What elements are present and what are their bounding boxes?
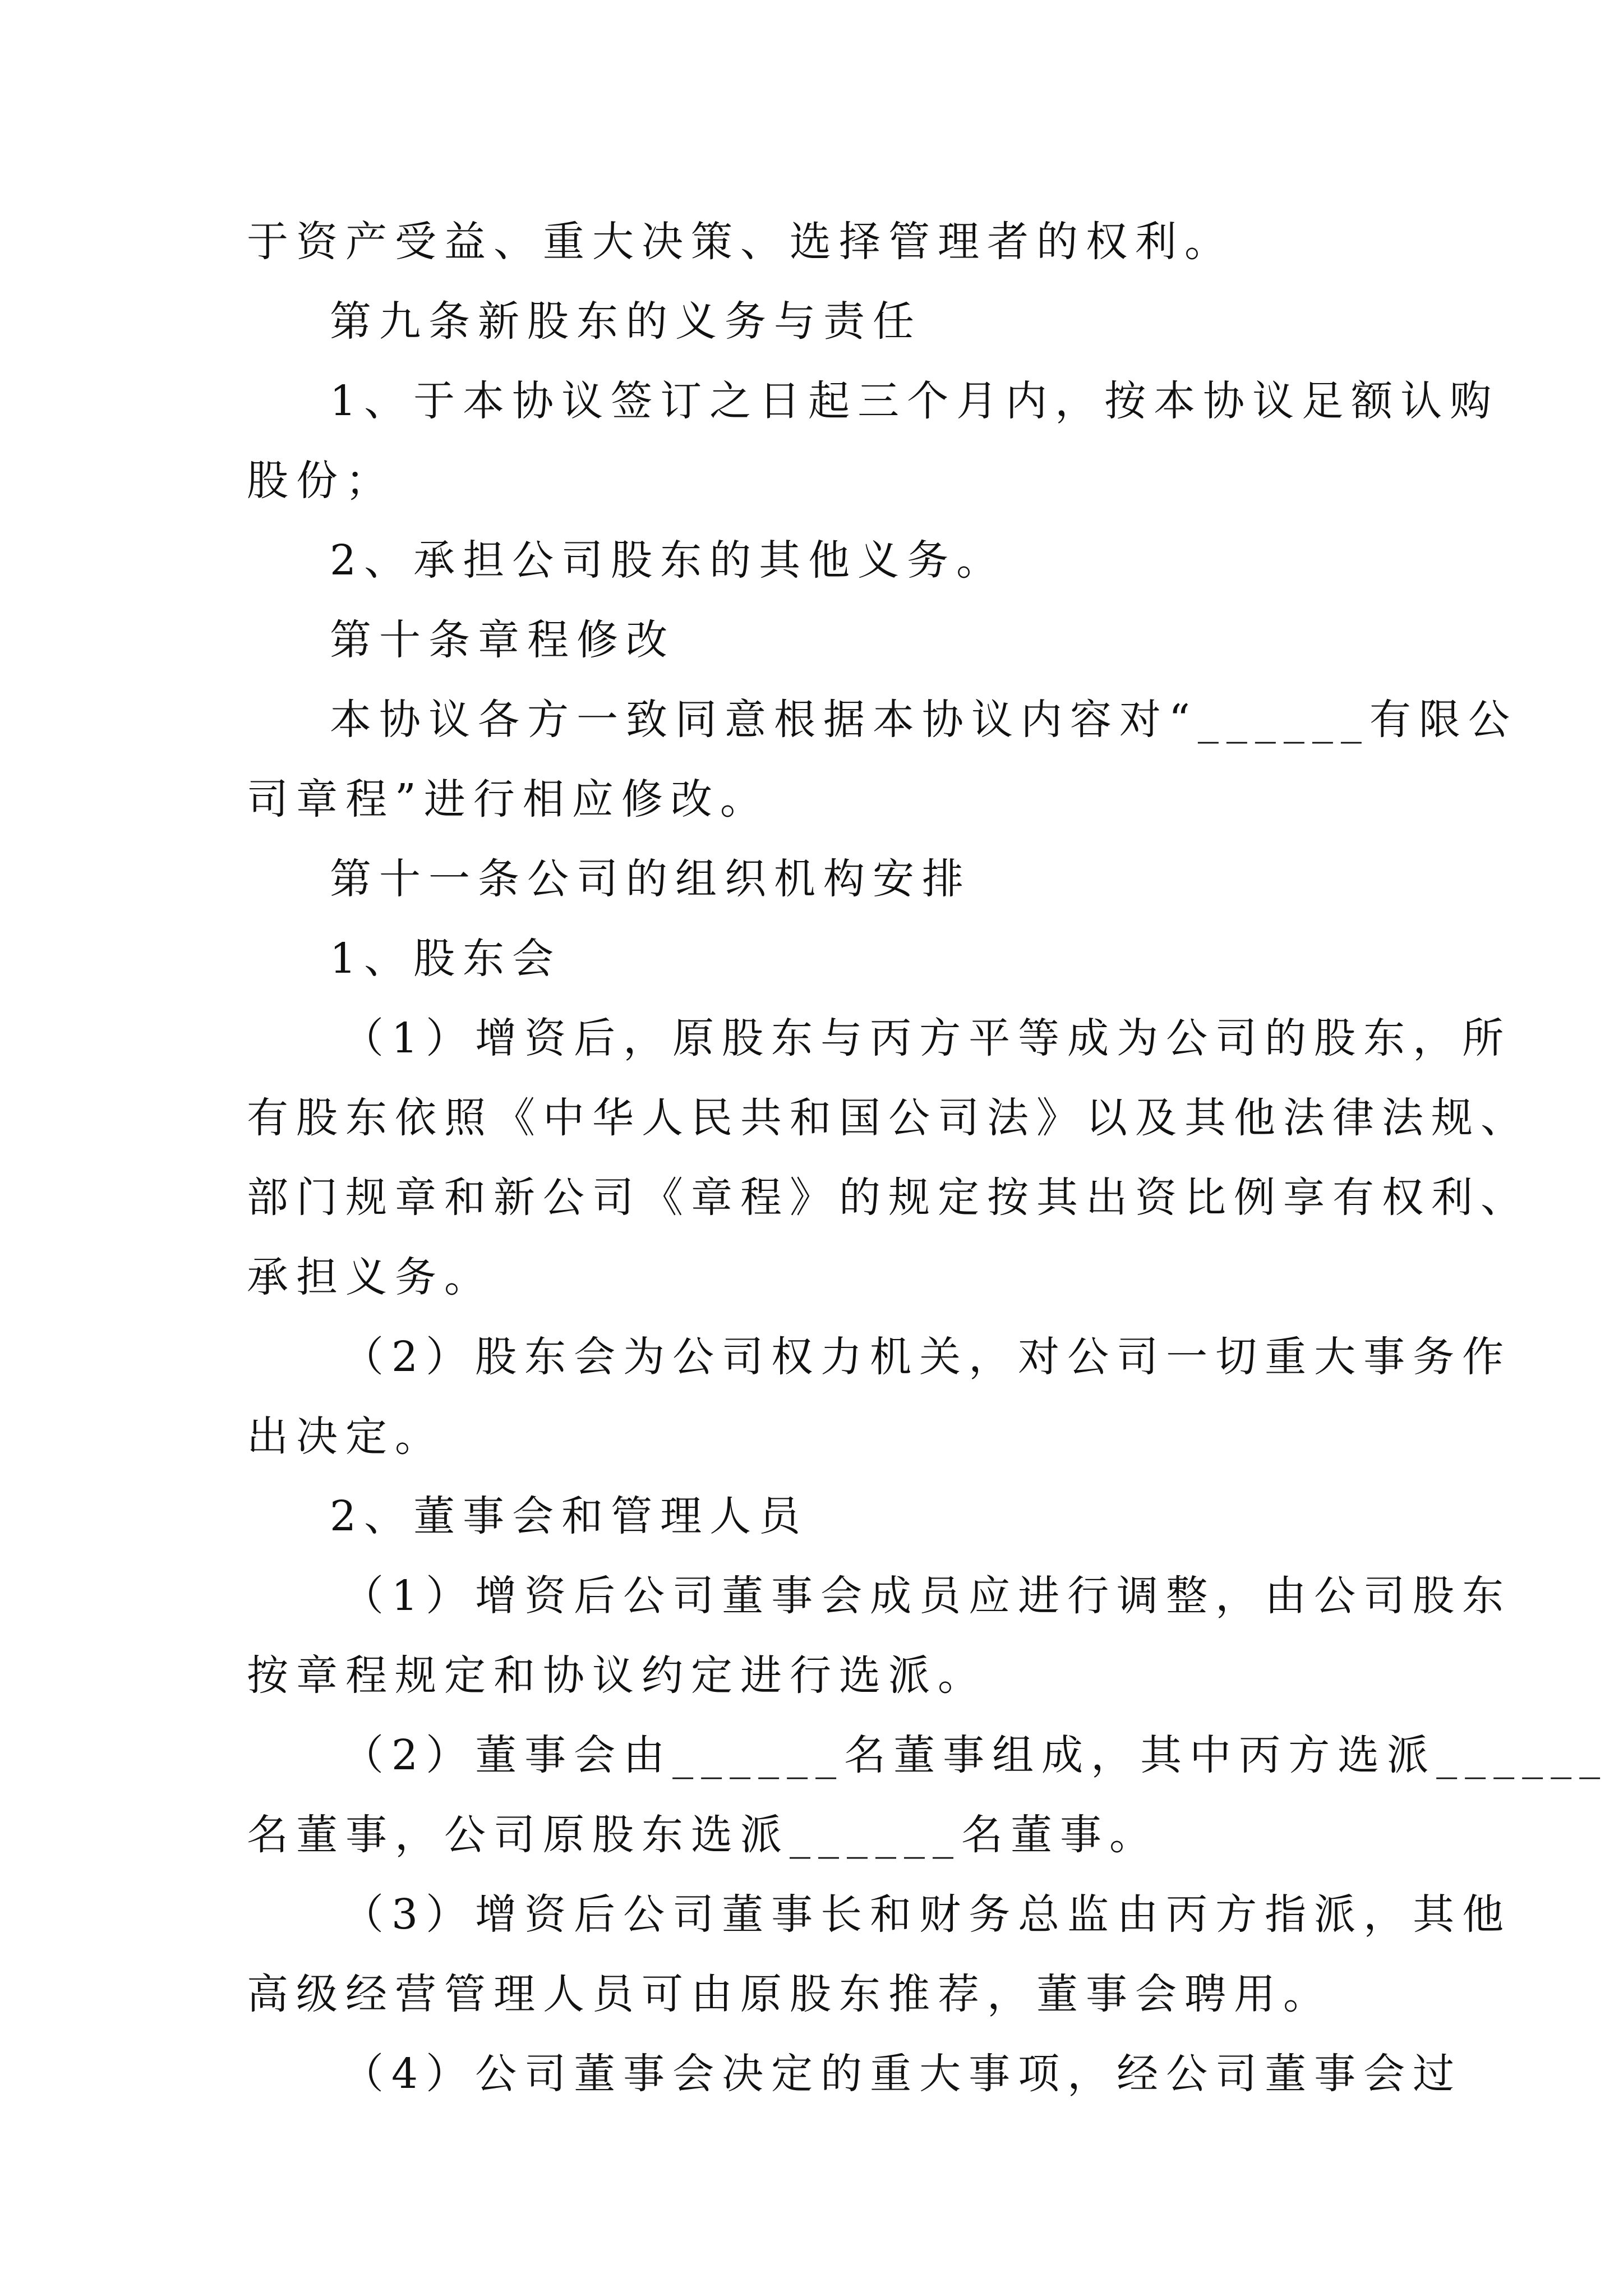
paragraph-line: （4）公司董事会决定的重大事项，经公司董事会过 xyxy=(342,2050,1463,2098)
paragraph-line: （1）增资后公司董事会成员应进行调整，由公司股东 xyxy=(342,1572,1512,1620)
paragraph-line: （3）增资后公司董事长和财务总监由丙方指派，其他 xyxy=(342,1890,1512,1939)
paragraph-line: 于资产受益、重大决策、选择管理者的权利。 xyxy=(247,218,1234,266)
paragraph-line: 名董事，公司原股东选派______名董事。 xyxy=(247,1811,1159,1859)
article-heading: 第十一条公司的组织机构安排 xyxy=(330,855,971,903)
paragraph-line: 按章程规定和协议约定进行选派。 xyxy=(247,1651,987,1700)
paragraph-line: 本协议各方一致同意根据本协议内容对“______有限公 xyxy=(330,696,1518,744)
section-heading: 1、股东会 xyxy=(330,935,562,983)
paragraph-line: 有股东依照《中华人民共和国公司法》以及其他法律法规、 xyxy=(247,1094,1530,1142)
paragraph-line: 股份； xyxy=(247,457,395,505)
section-heading: 2、董事会和管理人员 xyxy=(330,1492,809,1540)
paragraph-line: 承担义务。 xyxy=(247,1253,494,1301)
paragraph-line: 高级经营管理人员可由原股东推荐，董事会聘用。 xyxy=(247,1970,1332,2018)
paragraph-line: 司章程”进行相应修改。 xyxy=(247,775,769,823)
paragraph-line: 出决定。 xyxy=(247,1412,444,1461)
paragraph-line: （1）增资后，原股东与丙方平等成为公司的股东，所 xyxy=(342,1014,1512,1062)
paragraph-line: （2）股东会为公司权力机关，对公司一切重大事务作 xyxy=(342,1333,1512,1381)
article-heading: 第九条新股东的义务与责任 xyxy=(330,297,922,346)
paragraph-line: 部门规章和新公司《章程》的规定按其出资比例享有权利、 xyxy=(247,1174,1530,1222)
paragraph-line: （2）董事会由______名董事组成，其中丙方选派______ xyxy=(342,1731,1608,1779)
paragraph-line: 2、承担公司股东的其他义务。 xyxy=(330,536,1006,585)
article-heading: 第十条章程修改 xyxy=(330,616,675,664)
document-body xyxy=(247,202,1608,2114)
paragraph-line: 1、于本协议签订之日起三个月内，按本协议足额认购 xyxy=(330,377,1500,425)
